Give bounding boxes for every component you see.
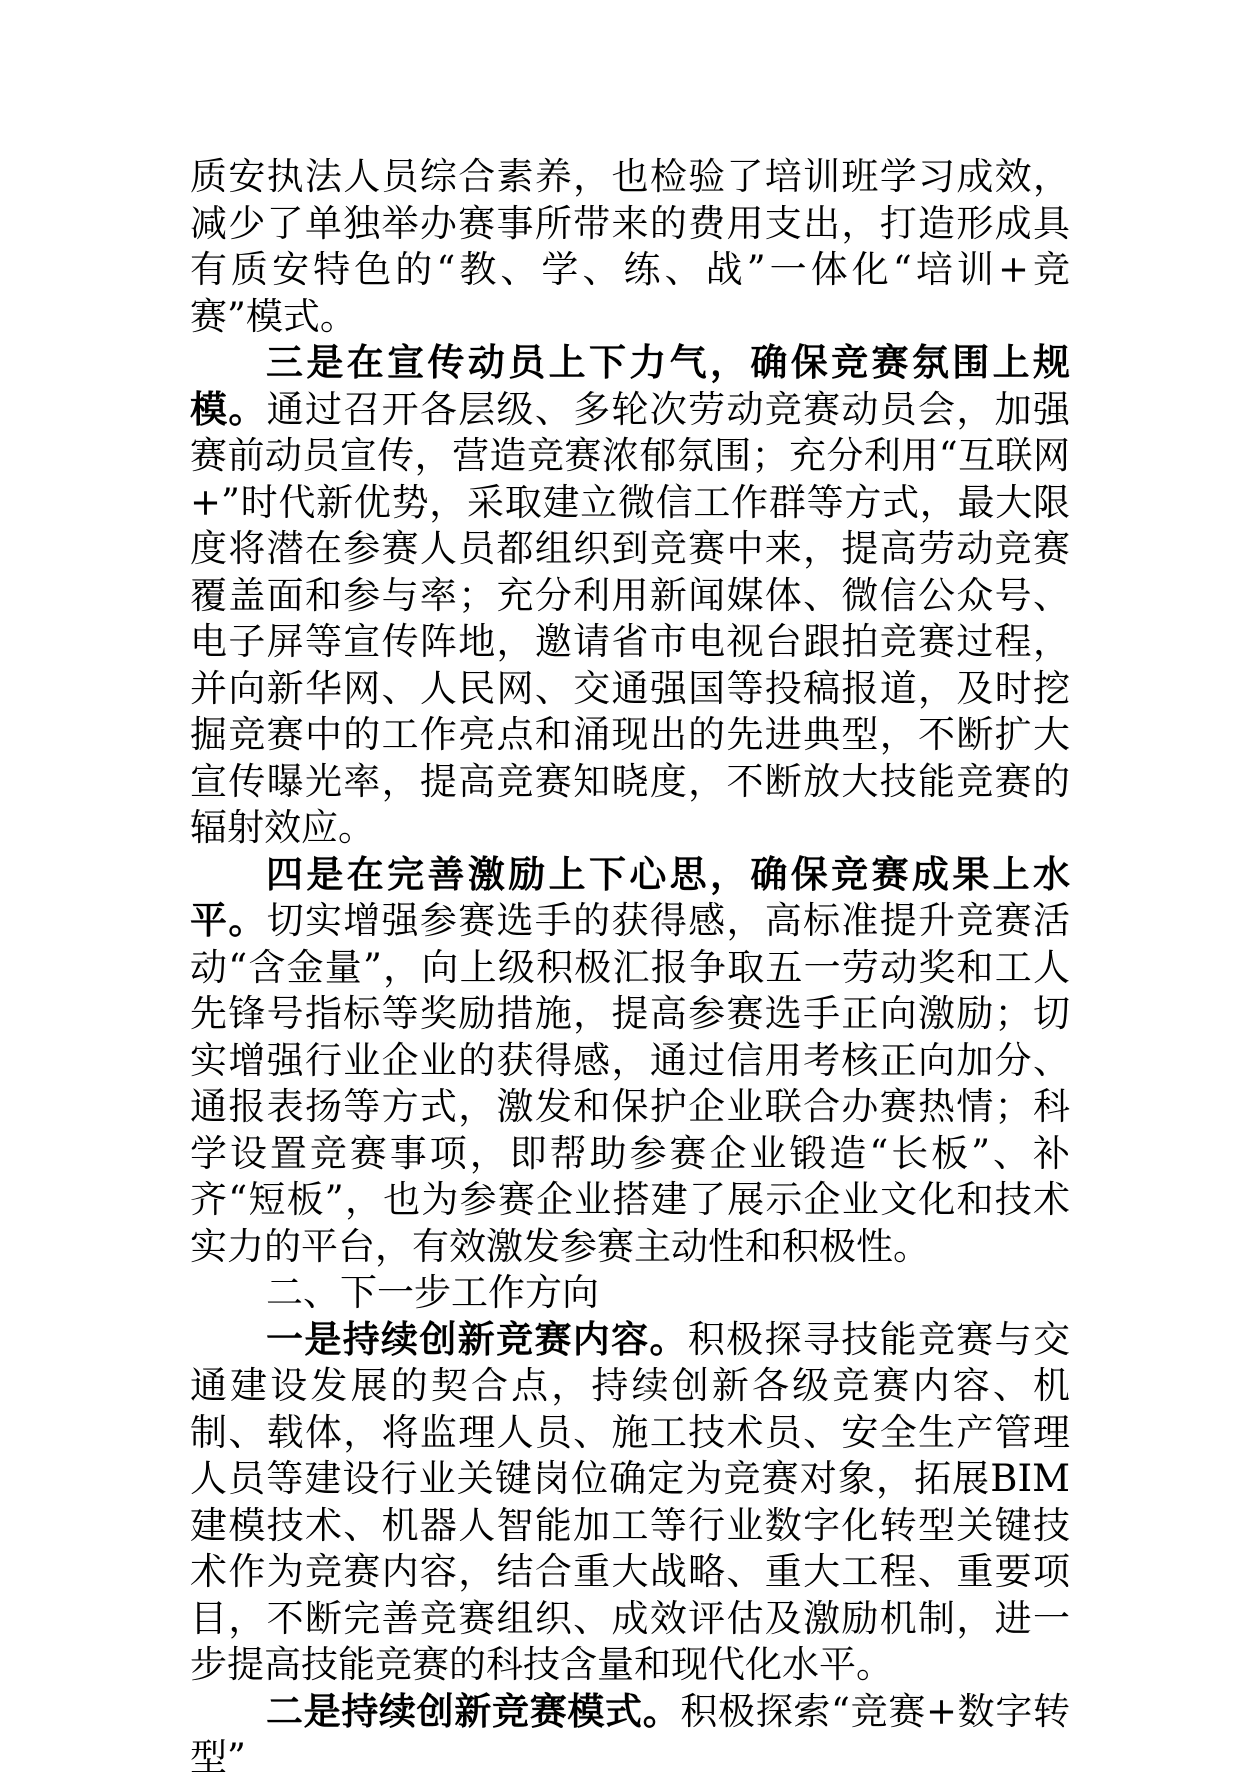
paragraph-text: 质安执法人员综合素养，也检验了培训班学习成效，减少了单独举办赛事所带来的费用支出，打造形成具有质安特色的“教、学、练、战”一体化“培训+竞赛”模式。	[190, 155, 1070, 338]
paragraph-text: 切实增强参赛选手的获得感，高标准提升竞赛活动“含金量”，向上级积极汇报争取五一劳动奖和工人先锋号指标等奖励措施，提高参赛选手正向激励；切实增强行业企业的获得感，通过信用考核正向加分、通报表扬等方式，激发和保护企业联合办赛热情；科学设置竞赛事项，即帮助参赛企业锻造“长板”、补齐“短板”，也为参赛企业搭建了展示企业文化和技术实力的平台，有效激发参赛主动性和积极性。	[190, 899, 1071, 1268]
section-heading-next-steps	[190, 1270, 1070, 1317]
paragraph-publicity	[190, 340, 1070, 852]
paragraph-incentives	[190, 852, 1070, 1271]
paragraph-continuation	[190, 154, 1070, 340]
document-body	[190, 154, 1070, 1782]
paragraph-lead-heading: 一是持续创新竞赛内容。	[266, 1317, 688, 1361]
paragraph-text: 积极探索“竞赛+数字转型”	[190, 1689, 1070, 1779]
paragraph-lead-heading: 二是持续创新竞赛模式。	[266, 1689, 681, 1733]
paragraph-innovate-mode	[190, 1689, 1070, 1782]
paragraph-lead-heading: 三是在宣传动员上下力气，确保竞赛氛围上规模。	[190, 341, 1070, 431]
paragraph-text: 积极探寻技能竞赛与交通建设发展的契合点，持续创新各级竞赛内容、机制、载体，将监理人员、施工技术员、安全生产管理人员等建设行业关键岗位确定为竞赛对象，拓展BIM建模技术、机器人智能加工等行业数字化转型关键技术作为竞赛内容，结合重大战略、重大工程、重要项目，不断完善竞赛组织、成效评估及激励机制，进一步提高技能竞赛的科技含量和现代化水平。	[190, 1317, 1071, 1686]
paragraph-text: 通过召开各层级、多轮次劳动竞赛动员会，加强赛前动员宣传，营造竞赛浓郁氛围；充分利用“互联网+”时代新优势，采取建立微信工作群等方式，最大限度将潜在参赛人员都组织到竞赛中来，提高劳动竞赛覆盖面和参与率；充分利用新闻媒体、微信公众号、电子屏等宣传阵地，邀请省市电视台跟拍竞赛过程，并向新华网、人民网、交通强国等投稿报道，及时挖掘竞赛中的工作亮点和涌现出的先进典型，不断扩大宣传曝光率，提高竞赛知晓度，不断放大技能竞赛的辐射效应。	[190, 387, 1071, 849]
section-heading-text: 二、下一步工作方向	[266, 1271, 599, 1314]
paragraph-innovate-content	[190, 1317, 1070, 1689]
paragraph-lead-heading: 四是在完善激励上下心思，确保竞赛成果上水平。	[190, 852, 1070, 942]
